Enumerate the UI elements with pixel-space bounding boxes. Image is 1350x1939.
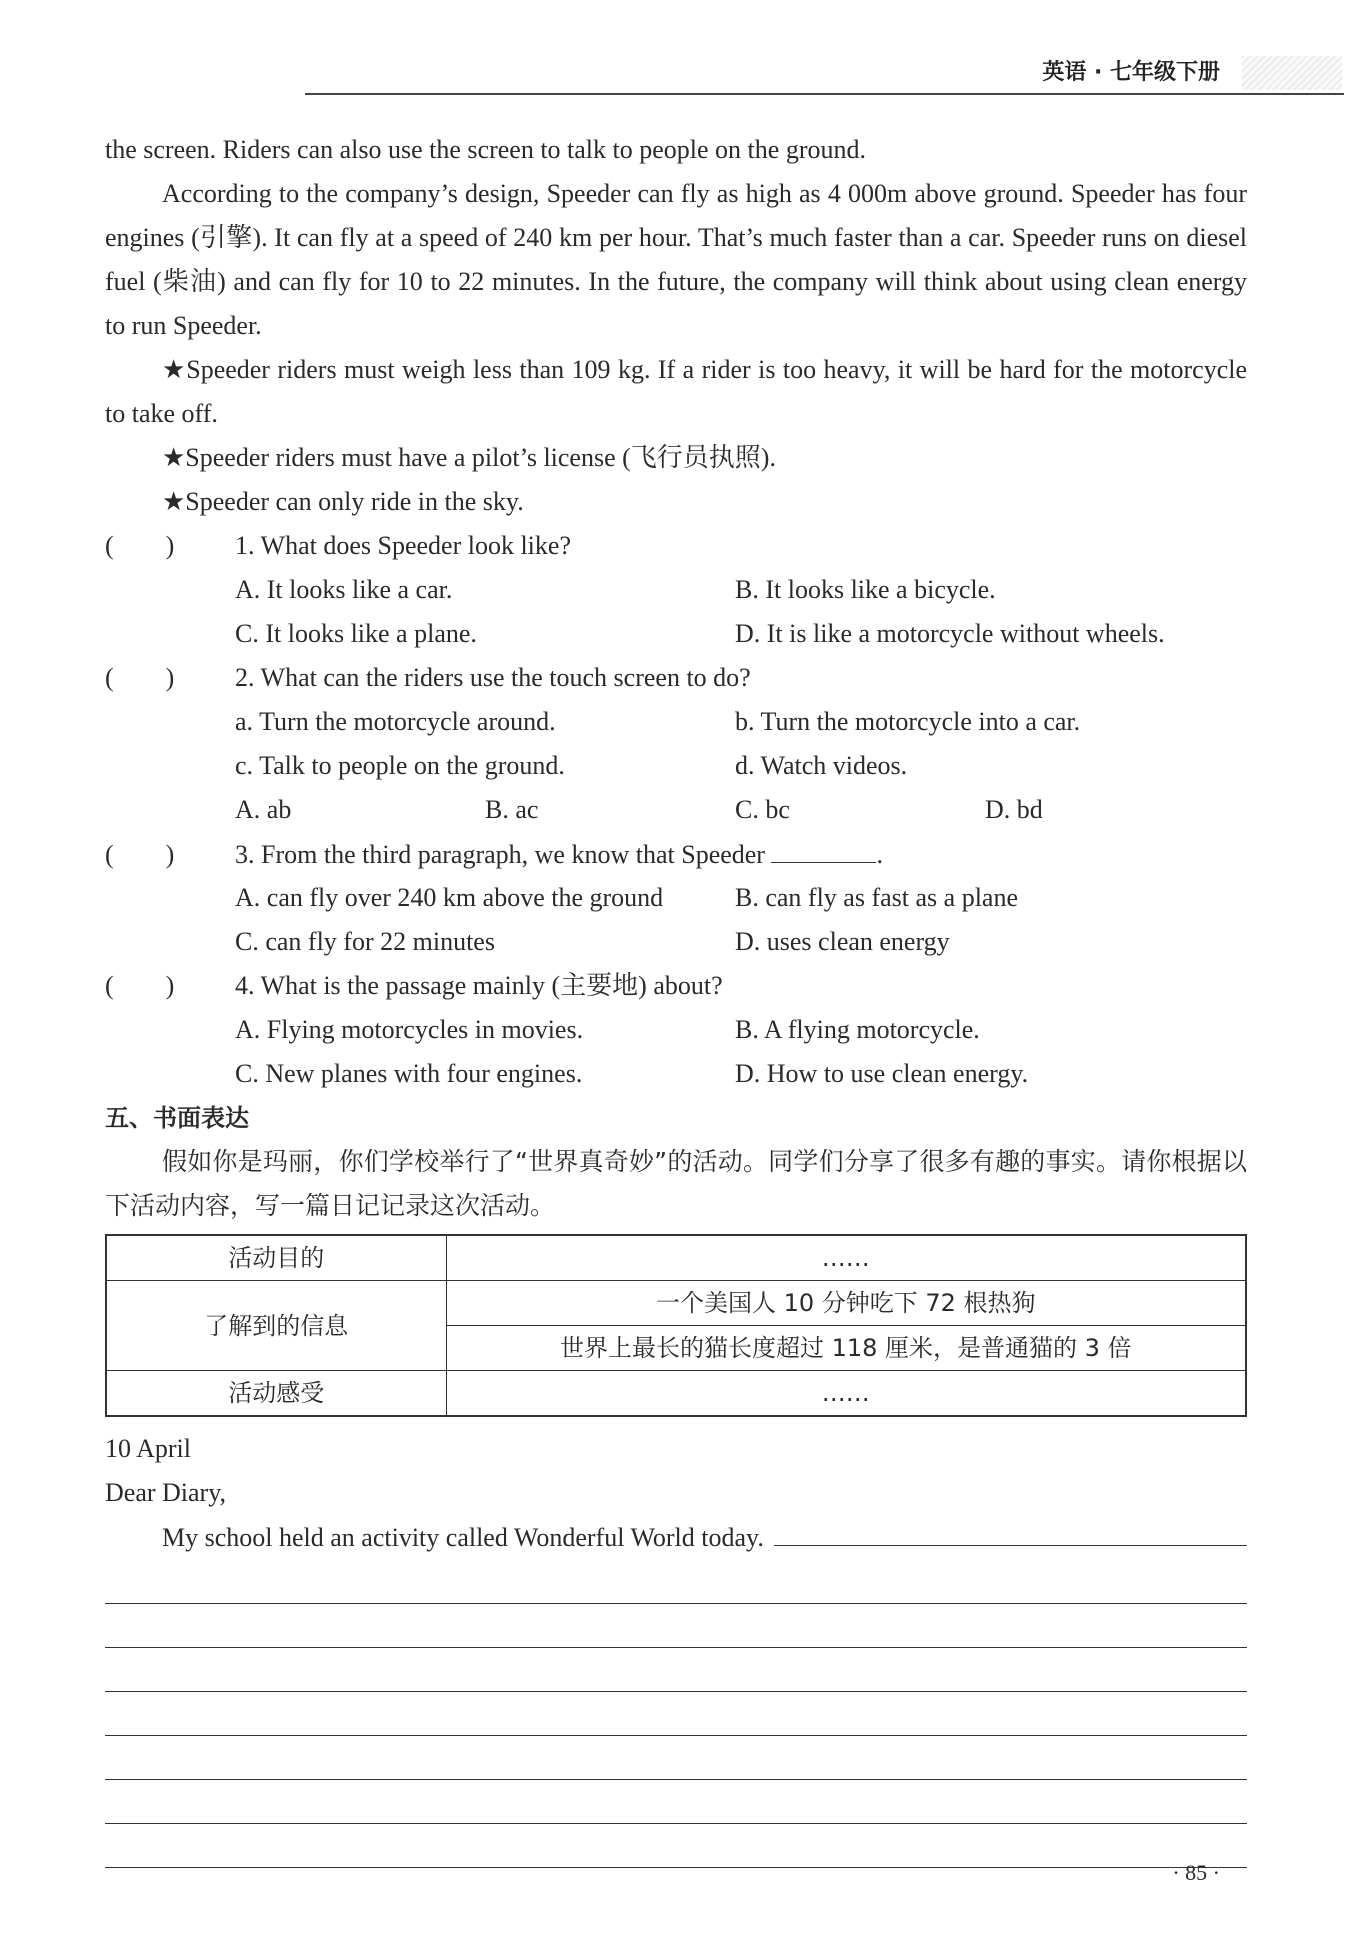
option-3d: D. uses clean energy	[735, 927, 950, 956]
writing-line-7[interactable]	[105, 1824, 1247, 1868]
passage-paragraph-3: According to the company’s design, Speeder can fly as high as 4 000m above ground. Speeder has four engines (引擎). It can fly at a speed of 240 km per hour. That’s much faster than a car. Speeder runs on diesel fuel (柴油) and can fly for 10 to 22 minutes. In the future, the company will think about using clean energy to run Speeder.	[105, 179, 1247, 340]
option-4d: D. How to use clean energy.	[735, 1059, 1029, 1088]
sub-option-2d: d. Watch videos.	[735, 751, 908, 780]
option-2c: C. bc	[735, 795, 790, 824]
diary-date: 10 April	[105, 1434, 191, 1463]
option-1b: B. It looks like a bicycle.	[735, 575, 996, 604]
option-3b: B. can fly as fast as a plane	[735, 883, 1019, 912]
fill-in-blank-3[interactable]	[771, 832, 876, 863]
passage-rule-2: ★Speeder riders must have a pilot’s license (飞行员执照).	[162, 443, 776, 472]
section-heading-writing: 五、书面表达	[105, 1104, 249, 1132]
option-4c: C. New planes with four engines.	[235, 1059, 583, 1088]
sub-option-2b: b. Turn the motorcycle into a car.	[735, 707, 1081, 736]
passage-continued-line: the screen. Riders can also use the screen to talk to people on the ground.	[105, 135, 866, 164]
page-number: · 85 ·	[1172, 1860, 1220, 1885]
question-4-options-row-2	[105, 1052, 1247, 1096]
sub-option-2a: a. Turn the motorcycle around.	[235, 707, 556, 736]
answer-blank-4[interactable]: ( )	[105, 971, 175, 1000]
answer-blank-2[interactable]: ( )	[105, 663, 175, 692]
option-3a: A. can fly over 240 km above the ground	[235, 883, 664, 912]
writing-line-3[interactable]	[105, 1648, 1247, 1692]
writing-line-5[interactable]	[105, 1736, 1247, 1780]
question-4-options-row-1	[105, 1008, 1247, 1052]
option-2a: A. ab	[235, 795, 292, 824]
option-1a: A. It looks like a car.	[235, 575, 453, 604]
activity-table	[105, 1234, 1247, 1417]
question-1-options-row-1	[105, 568, 1247, 612]
writing-prompt: 假如你是玛丽，你们学校举行了“世界真奇妙”的活动。同学们分享了很多有趣的事实。请你根据以下活动内容，写一篇日记记录这次活动。	[105, 1147, 1247, 1220]
option-4b: B. A flying motorcycle.	[735, 1015, 980, 1044]
diary-area	[105, 1427, 1247, 1868]
sub-option-2c: c. Talk to people on the ground.	[235, 751, 565, 780]
writing-line-1[interactable]	[105, 1560, 1247, 1604]
table-label-feelings: 活动感受	[106, 1371, 446, 1417]
question-2-sub-options-row-2	[105, 744, 1247, 788]
question-2	[105, 656, 1247, 700]
question-3-options-row-2	[105, 920, 1247, 964]
table-value-info-1: 一个美国人 10 分钟吃下 72 根热狗	[446, 1281, 1246, 1326]
writing-line-6[interactable]	[105, 1780, 1247, 1824]
table-value-feelings: ……	[446, 1371, 1246, 1417]
question-3-stem-end: .	[876, 840, 883, 869]
passage-rule-3: ★Speeder can only ride in the sky.	[162, 487, 524, 516]
option-1c: C. It looks like a plane.	[235, 619, 477, 648]
question-2-options	[105, 788, 1247, 832]
option-3c: C. can fly for 22 minutes	[235, 927, 495, 956]
question-3-stem: 3. From the third paragraph, we know that Speeder	[235, 840, 765, 869]
diary-first-sentence: My school held an activity called Wonderful World today.	[162, 1523, 764, 1552]
answer-blank-3[interactable]: ( )	[105, 840, 175, 869]
diary-greeting: Dear Diary,	[105, 1478, 227, 1507]
option-1d: D. It is like a motorcycle without wheels.	[735, 619, 1165, 648]
question-3	[105, 832, 1247, 876]
option-4a: A. Flying motorcycles in movies.	[235, 1015, 584, 1044]
writing-line-2[interactable]	[105, 1604, 1247, 1648]
question-1-stem: 1. What does Speeder look like?	[235, 531, 571, 560]
header-decoration	[1242, 56, 1342, 90]
page-header	[0, 0, 1350, 100]
diary-first-line	[105, 1515, 1247, 1560]
writing-line-0[interactable]	[774, 1515, 1247, 1546]
question-3-options-row-1	[105, 876, 1247, 920]
passage-rule-1: ★Speeder riders must weigh less than 109 kg. If a rider is too heavy, it will be hard for the motorcycle to take off.	[105, 355, 1247, 428]
table-label-info: 了解到的信息	[106, 1281, 446, 1371]
question-4	[105, 964, 1247, 1008]
question-4-stem: 4. What is the passage mainly (主要地) about?	[235, 971, 723, 1000]
question-2-stem: 2. What can the riders use the touch screen to do?	[235, 663, 751, 692]
page-content	[105, 128, 1247, 1868]
question-1-options-row-2	[105, 612, 1247, 656]
question-2-sub-options-row-1	[105, 700, 1247, 744]
table-value-purpose: ……	[446, 1235, 1246, 1281]
book-title: 英语 · 七年级下册	[1042, 60, 1220, 85]
table-label-purpose: 活动目的	[106, 1235, 446, 1281]
writing-line-4[interactable]	[105, 1692, 1247, 1736]
header-rule	[305, 93, 1344, 95]
answer-blank-1[interactable]: ( )	[105, 531, 175, 560]
option-2b: B. ac	[485, 795, 539, 824]
table-value-info-2: 世界上最长的猫长度超过 118 厘米，是普通猫的 3 倍	[446, 1326, 1246, 1371]
option-2d: D. bd	[985, 795, 1043, 824]
question-1	[105, 524, 1247, 568]
